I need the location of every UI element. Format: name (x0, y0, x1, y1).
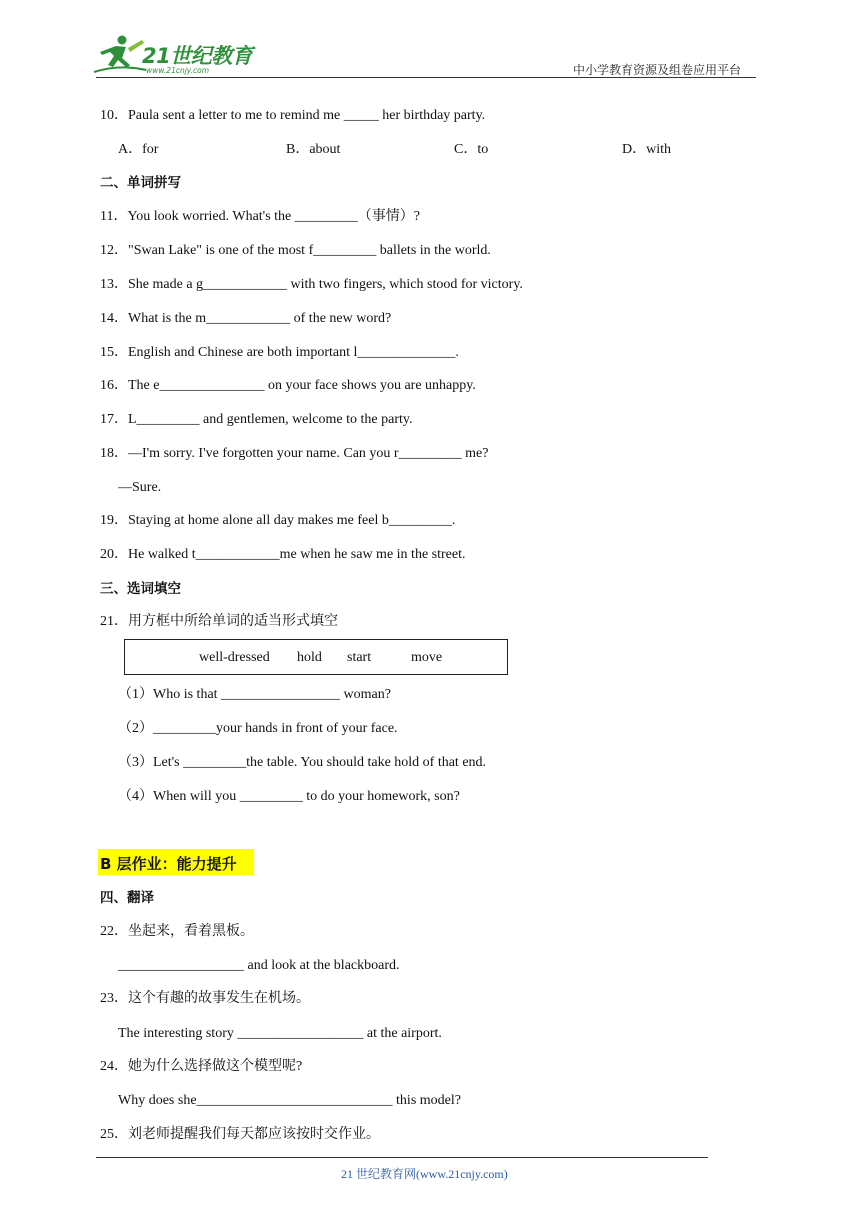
footer-divider (96, 1157, 708, 1158)
logo-text: 21世纪教育 (142, 44, 253, 68)
option-c: C．to (454, 142, 489, 157)
question-22: 22．坐起来，看着黑板。 (100, 924, 254, 939)
logo (92, 34, 262, 76)
section-title: 四、翻译 (100, 890, 154, 906)
question-23: 23．这个有趣的故事发生在机场。 (100, 991, 310, 1006)
question-13: 13．She made a g____________ with two fingers, which stood for victory. (100, 277, 523, 292)
question-12: 12．"Swan Lake" is one of the most f_________ ballets in the world. (100, 243, 491, 258)
question-19: 19．Staying at home alone all day makes me feel b_________. (100, 513, 456, 528)
header-tagline: 中小学教育资源及组卷应用平台 (573, 63, 742, 77)
logo-url: www.21cnjy.com (146, 66, 210, 75)
option-b: B．about (286, 142, 341, 157)
section-title: 二、单词拼写 (100, 175, 181, 191)
question-24: 24．她为什么选择做这个模型呢? (100, 1059, 303, 1074)
question-24-answer: Why does she____________________________ this model? (118, 1093, 461, 1108)
question-21-4: （4）When will you _________ to do your homework, son? (118, 789, 460, 804)
question-21-3: （3）Let's _________the table. You should take hold of that end. (118, 755, 487, 770)
question-17: 17．L_________ and gentlemen, welcome to the party. (100, 412, 413, 427)
header-divider (96, 77, 756, 78)
question-15: 15．English and Chinese are both important l______________. (100, 345, 459, 360)
word-box-word: start (347, 650, 372, 665)
question-stem: 10．Paula sent a letter to me to remind me _____ her birthday party. (100, 108, 486, 123)
word-box-word: move (411, 650, 443, 665)
word-box (124, 639, 508, 675)
option-a: A．for (118, 142, 159, 157)
word-box-word: hold (297, 650, 322, 665)
question-25: 25．刘老师提醒我们每天都应该按时交作业。 (100, 1127, 380, 1142)
question-11: 11．You look worried. What's the _________（事情）? (100, 209, 420, 224)
question-21-1: （1）Who is that _________________ woman? (118, 687, 391, 702)
question-20: 20．He walked t____________me when he saw me in the street. (100, 547, 466, 562)
question-18: 18．—I'm sorry. I've forgotten your name. Can you r_________ me? (100, 446, 489, 461)
question-23-answer: The interesting story __________________ at the airport. (118, 1026, 442, 1041)
level-b-title: B 层作业：能力提升 (100, 855, 237, 873)
question-22-answer: __________________ and look at the blackboard. (118, 958, 400, 973)
word-box-word: well-dressed (199, 650, 270, 665)
question-14: 14．What is the m____________ of the new word? (100, 311, 392, 326)
runner-logo-icon (92, 34, 148, 76)
question-16: 16．The e_______________ on your face shows you are unhappy. (100, 378, 476, 393)
question-21-2: （2）_________your hands in front of your face. (118, 721, 398, 736)
footer-text: 21 世纪教育网(www.21cnjy.com) (341, 1167, 508, 1181)
option-d: D．with (622, 142, 671, 157)
question-18-reply: —Sure. (118, 480, 162, 495)
section-title: 三、选词填空 (100, 581, 181, 597)
question-21-stem: 21．用方框中所给单词的适当形式填空 (100, 614, 338, 629)
